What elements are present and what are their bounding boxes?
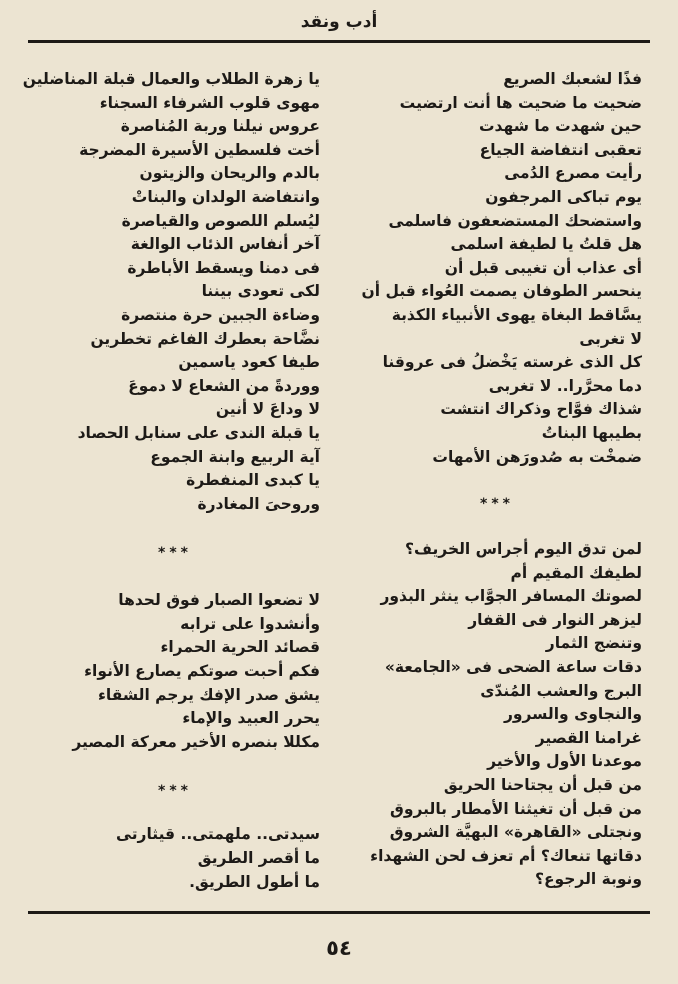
poem-line: دقاتها تنعاك؟ أم تعزف لحن الشهداء	[370, 846, 642, 865]
poem-line: كل الذى غرسته يَخْضلُ فى عروقنا	[382, 353, 642, 372]
poem-line: وأنشدوا على ترابه	[180, 614, 320, 633]
poem-line: دقات ساعة الضحى فى «الجامعة»	[384, 658, 642, 677]
poem-line: آية الربيع وابنة الجموع	[150, 447, 320, 466]
stanza-separator: ***	[480, 496, 514, 513]
poem-line: ووردةً من الشعاع لا دموعَ	[128, 376, 320, 395]
poem-line: بطيبها البناتُ	[541, 423, 642, 442]
poem-line: ونوبة الرجوع؟	[534, 870, 642, 889]
poem-line: فكم أحبت صوتكم يصارع الأنواء	[84, 662, 320, 681]
poem-column-left	[22, 68, 320, 894]
poem-line: مكللا بنصره الأخير معركة المصير	[72, 732, 320, 751]
poem-line: يسَّاقط البغاة يهوى الأنبياء الكذبة	[391, 305, 642, 324]
poem-column-right	[352, 68, 642, 892]
poem-line: وضاءة الجبين حرة منتصرة	[121, 305, 320, 324]
page-number: ٥٤	[326, 936, 352, 960]
poem-line: عروس نيلنا وربة المُناصرة	[120, 117, 320, 136]
poem-line: مهوى قلوب الشرفاء السجناء	[99, 93, 320, 112]
poem-line: لمن تدق اليوم أجراس الخريف؟	[405, 540, 642, 559]
poem-line: لا تغربى	[579, 329, 642, 348]
poem-line: لكى تعودى بيننا	[201, 282, 320, 301]
poem-line: واستضحك المستضعفون فاسلمى	[388, 211, 642, 230]
poem-line: قصائد الحرية الحمراء	[160, 638, 320, 657]
poem-line: يوم تباكى المرجفون	[485, 187, 642, 206]
poem-line: حين شهدت ما شهدت	[478, 117, 642, 136]
stanza	[352, 68, 642, 469]
poem-line: من قبل أن تغيثنا الأمطار بالبروق	[390, 799, 642, 818]
poem-line: فى دمنا ويسقط الأباطرة	[127, 258, 320, 277]
poem-line: وانتفاضة الولدان والبناتْ	[131, 187, 320, 206]
top-rule	[28, 40, 650, 43]
poem-line: فذًا لشعبك الصريع	[503, 70, 642, 88]
stanza-separator: ***	[158, 783, 192, 800]
poem-line: ما أقصر الطريق	[197, 849, 320, 868]
poem-line: ونجتلى «القاهرة» البهيَّة الشروق	[389, 823, 642, 842]
poem-line: دما محرَّرا.. لا تغربى	[488, 376, 642, 395]
poem-line: آخر أنفاس الذئاب الوالغة	[130, 235, 320, 254]
poem-line: وروحىَ المغادرة	[197, 494, 320, 513]
stanza	[30, 823, 320, 894]
poem-line: أخت فلسطين الأسيرة المضرجة	[79, 140, 320, 159]
stanza-separator: ***	[158, 545, 192, 562]
poem-line: غرامنا القصير	[535, 728, 642, 747]
stanza	[22, 68, 320, 516]
poem-line: سيدتى.. ملهمتى.. قيثارتى	[116, 825, 320, 844]
poem-line: والنجاوى والسرور	[503, 705, 642, 724]
poem-line: يا زهرة الطلاب والعمال قبلة المناضلين	[22, 70, 320, 88]
poem-line: بالدم والريحان والزيتون	[139, 164, 320, 183]
bottom-rule	[28, 911, 650, 914]
poem-line: ضمخْت به صُدورَهن الأمهات	[432, 447, 642, 466]
stanza	[352, 538, 642, 892]
poem-line: لطيفك المقيم أم	[510, 563, 642, 582]
poem-line: ليُسلم اللصوص والقياصرة	[121, 211, 320, 230]
poem-line: موعدنا الأول والأخير	[487, 752, 642, 771]
stanza	[30, 589, 320, 754]
poem-line: رأيت مصرع الدُمى	[504, 164, 642, 183]
poem-line: ما أطول الطريق.	[189, 872, 320, 891]
poem-line: ينحسر الطوفان يصمت العُواء قبل أن	[361, 282, 642, 301]
poem-line: من قبل أن يجتاحنا الحريق	[443, 776, 642, 795]
poem-line: تعقبى انتفاضة الجياع	[479, 140, 642, 159]
poem-line: البرج والعشب المُندّى	[480, 681, 642, 700]
poem-line: أى عذاب أن تغيبى قبل أن	[444, 258, 642, 277]
poem-line: هل قلتُ يا لطيفة اسلمى	[450, 235, 642, 254]
poem-line: لصوتك المسافر الجوَّاب ينثر البذور	[380, 587, 642, 606]
poem-line: شذاك فوَّاح وذكراك انتشت	[440, 400, 642, 419]
running-header: أدب ونقد	[300, 12, 378, 32]
poem-line: يا كبدى المنفطرة	[186, 471, 320, 490]
poem-line: يحرر العبيد والإماء	[182, 709, 320, 728]
poem-line: لا وداعَ لا أنين	[215, 400, 320, 419]
poem-line: طيفا كعود ياسمين	[178, 353, 320, 372]
poem-line: وتنضج الثمار	[545, 634, 642, 653]
poem-line: يشق صدر الإفك يرجم الشقاء	[97, 685, 320, 704]
poem-line: نضَّاحة بعطرك الفاغم تخطرين	[90, 329, 320, 348]
poem-line: يا قبلة الندى على سنابل الحصاد	[77, 423, 320, 442]
poem-line: ليزهر النوار فى القفار	[468, 610, 642, 629]
poem-line: ضحيت ما ضحيت ها أنت ارتضيت	[399, 93, 642, 112]
poem-line: لا تضعوا الصبار فوق لحدها	[118, 591, 320, 610]
